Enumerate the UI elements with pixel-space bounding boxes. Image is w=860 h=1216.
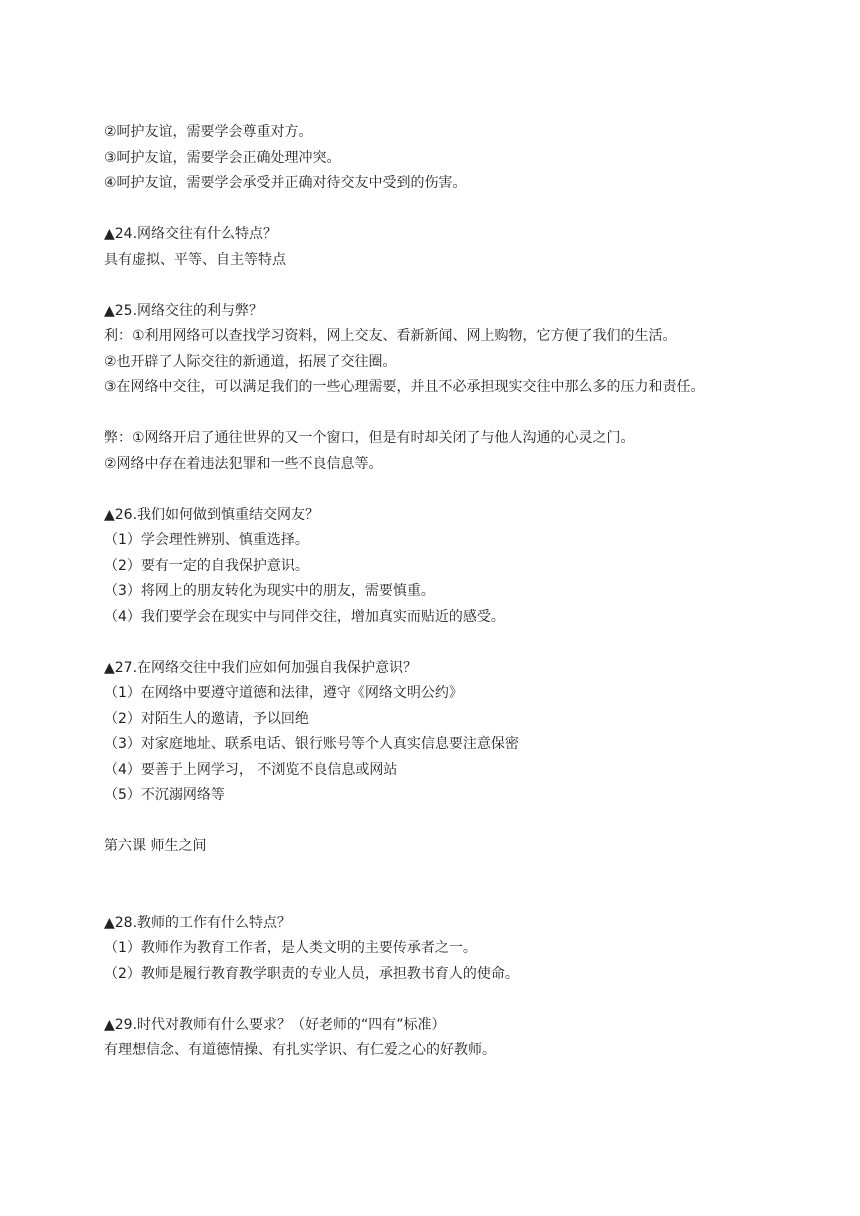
- list-item: ③呵护友谊，需要学会正确处理冲突。: [104, 149, 341, 166]
- list-item: （1）教师作为教育工作者，是人类文明的主要传承者之一。: [104, 940, 477, 956]
- list-item: ④呵护友谊，需要学会承受并正确对待交友中受到的伤害。: [104, 175, 467, 191]
- list-item: （1）在网络中要遵守道德和法律，遵守《网络文明公约》: [104, 685, 463, 701]
- list-item: （2）教师是履行教育教学职责的专业人员，承担教书育人的使命。: [104, 965, 519, 982]
- pros-item: ②也开辟了人际交往的新通道，拓展了交往圈。: [104, 353, 397, 370]
- question-24-title: ▲24.网络交往有什么特点？: [104, 226, 278, 242]
- pros-item: 利：①利用网络可以查找学习资料，网上交友、看新新闻、网上购物，它方便了我们的生活。: [104, 328, 677, 344]
- cons-item: 弊：①网络开启了通往世界的又一个窗口，但是有时却关闭了与他人沟通的心灵之门。: [104, 430, 635, 446]
- list-item: （3）将网上的朋友转化为现实中的朋友，需要慎重。: [104, 583, 435, 599]
- question-26-title: ▲26.我们如何做到慎重结交网友？: [104, 506, 320, 523]
- question-24-answer: 具有虚拟、平等、自主等特点: [104, 251, 286, 268]
- question-29-answer: 有理想信念、有道德情操、有扎实学识、有仁爱之心的好教师。: [104, 1042, 496, 1058]
- list-item: （2）要有一定的自我保护意识。: [104, 557, 309, 574]
- list-item: （4）要善于上网学习， 不浏览不良信息或网站: [104, 761, 398, 778]
- question-27-title: ▲27.在网络交往中我们应如何加强自我保护意识？: [104, 659, 418, 676]
- list-item: ②呵护友谊，需要学会尊重对方。: [104, 124, 313, 140]
- list-item: （4）我们要学会在现实中与同伴交往，增加真实而贴近的感受。: [104, 608, 505, 625]
- question-28-title: ▲28.教师的工作有什么特点？: [104, 914, 292, 931]
- question-25-title: ▲25.网络交往的利与弊？: [104, 302, 264, 319]
- document-body: [104, 120, 764, 1064]
- list-item: （2）对陌生人的邀请，予以回绝: [104, 710, 309, 727]
- question-29-title: ▲29.时代对教师有什么要求？（好老师的“四有”标准）: [104, 1016, 446, 1033]
- list-item: （5）不沉溺网络等: [104, 787, 225, 803]
- cons-item: ②网络中存在着违法犯罪和一些不良信息等。: [104, 455, 383, 472]
- list-item: （1）学会理性辨别、慎重选择。: [104, 532, 309, 548]
- pros-item: ③在网络中交往，可以满足我们的一些心理需要，并且不必承担现实交往中那么多的压力和责任。: [104, 379, 705, 395]
- list-item: （3）对家庭地址、联系电话、银行账号等个人真实信息要注意保密: [104, 736, 519, 752]
- lesson-6-heading: 第六课 师生之间: [104, 838, 207, 854]
